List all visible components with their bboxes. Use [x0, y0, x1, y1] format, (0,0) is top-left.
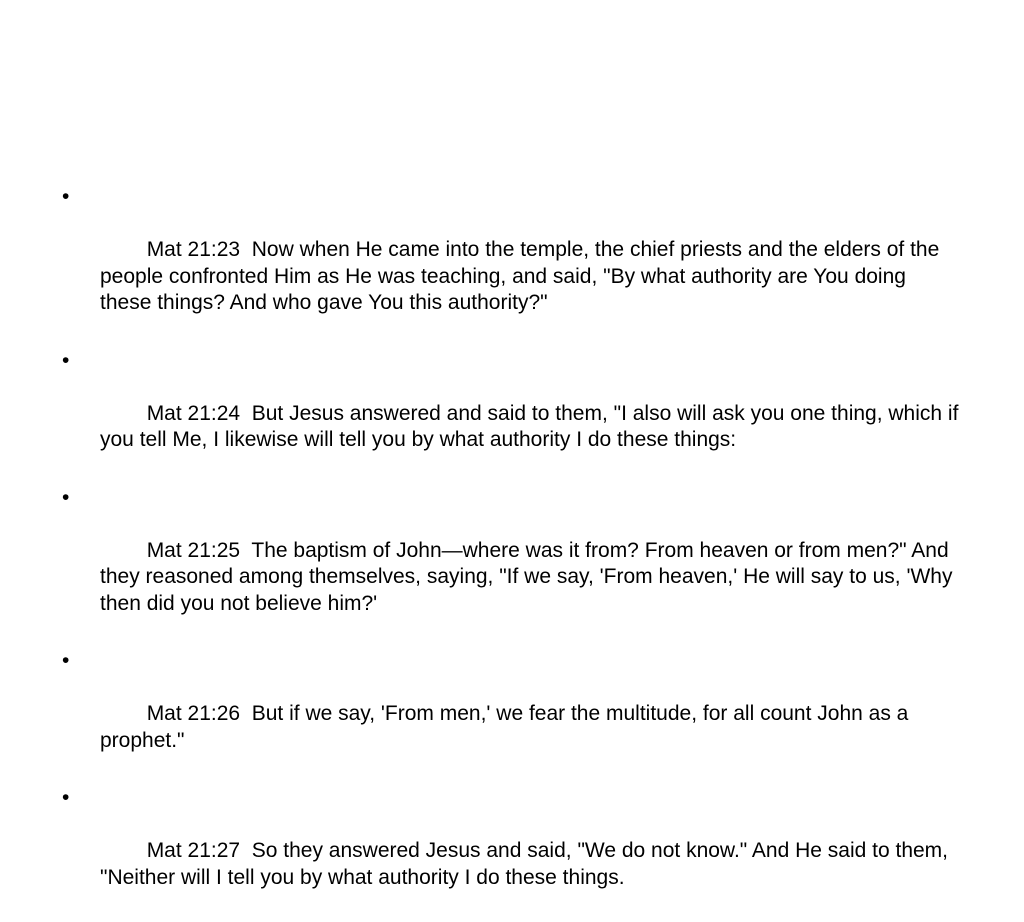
bullet-list	[62, 184, 965, 918]
verse-text: Mat 21:25 The baptism of John—where was it from? From heaven or from men?" And they reasoned among themselves, saying, "If we say, 'From heaven,' He will say to us, 'Why then did you not believe him?'	[100, 538, 959, 615]
bullet-icon: •	[62, 649, 70, 672]
bullet-item-mat-21-26	[62, 648, 962, 781]
verse-text: Mat 21:24 But Jesus answered and said to them, "I also will ask you one thing, which if you tell Me, I likewise will tell you by what authority I do these things:	[100, 401, 965, 451]
verse-text: Mat 21:23 Now when He came into the temple, the chief priests and the elders of the people confronted Him as He was teaching, and said, "By what authority are You doing these things? And who gave You this authority?"	[100, 238, 946, 314]
bullet-icon: •	[62, 786, 70, 809]
slide-content	[62, 184, 965, 922]
verse-text: Mat 21:26 But if we say, 'From men,' we fear the multitude, for all count John as a prophet."	[100, 702, 915, 752]
bullet-item-mat-21-27	[62, 785, 962, 918]
bullet-icon: •	[62, 348, 70, 372]
bullet-item-mat-21-25	[62, 485, 962, 644]
bullet-item-mat-21-23	[62, 184, 962, 343]
verse-text: Mat 21:27 So they answered Jesus and said, "We do not know." And He said to them, "Neither will I tell you by what authority I do these things.	[100, 839, 954, 889]
bullet-icon: •	[62, 185, 70, 208]
bullet-icon: •	[62, 485, 70, 509]
bullet-item-mat-21-24	[62, 348, 965, 481]
